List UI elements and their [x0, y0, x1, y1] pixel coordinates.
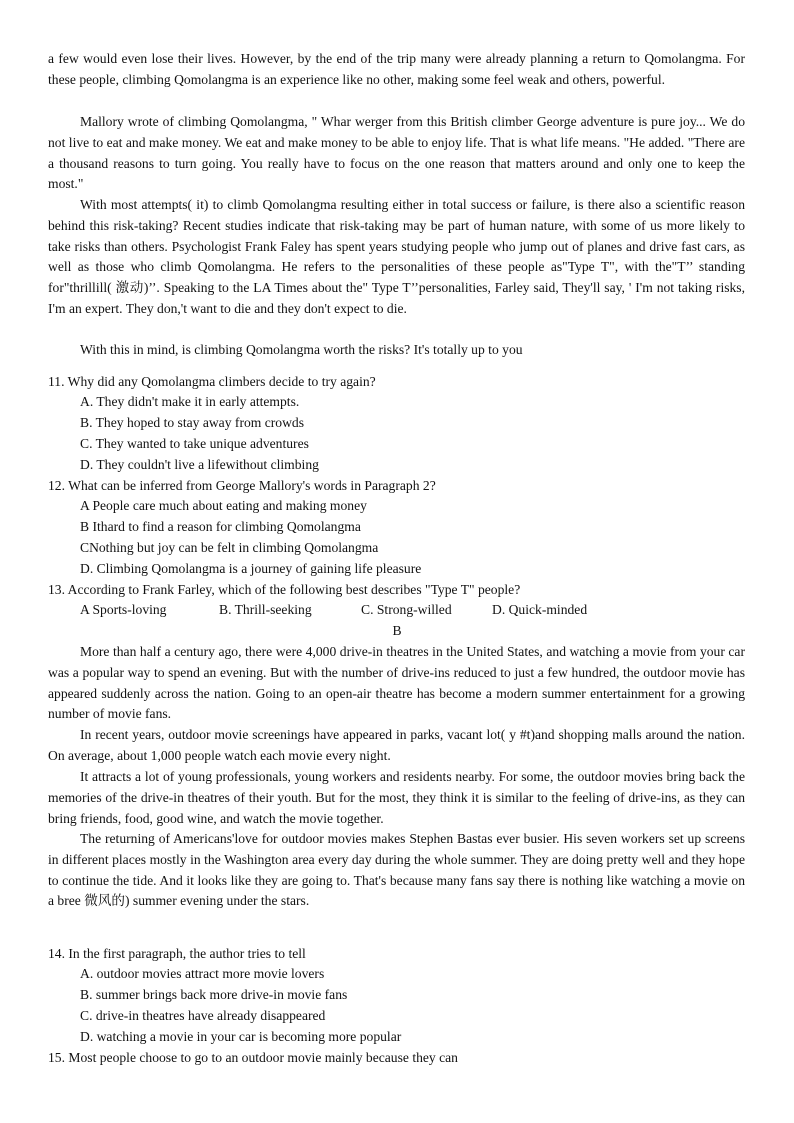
passage-b-paragraph-2: In recent years, outdoor movie screenings have appeared in parks, vacant lot( y #t)and shopping malls around the nation. On average, about 1,000 people watch each movie every night.	[48, 727, 745, 763]
passage-b-paragraph-1: More than half a century ago, there were 4,000 drive-in theatres in the United States, and watching a movie from your car was a popular way to spend an evening. But with the number of drive-ins reduced to just a few hundred, the outdoor movie has appeared suddenly across the nation. Going to an open-air theatre has become a modern summer entertainment for a growing number of movie fans.	[48, 644, 745, 722]
question-11-stem: 11. Why did any Qomolangma climbers decide to try again?	[48, 374, 376, 389]
passage-b-paragraph-4: The returning of Americans'love for outdoor movies makes Stephen Bastas ever busier. His seven workers set up screens in different places mostly in the Washington area every day during the whole summer. They are doing pretty well and they hope to continue the tide. And it looks like they are going to. That's because many fans say there is nothing like watching a movie on a bree 微风的) summer evening under the stars.	[48, 831, 745, 909]
question-12-option-a: A People care much about eating and making money	[80, 498, 367, 513]
question-14-option-d: D. watching a movie in your car is becoming more popular	[80, 1029, 402, 1044]
passage-a-paragraph-3: With most attempts( it) to climb Qomolangma resulting either in total success or failure, is there also a scientific reason behind this risk-taking? Recent studies indicate that risk-taking may be part of human nature, with some of us more likely to take risks than others. Psychologist Frank Faley has spent years studying people who jump out of planes and drive fast cars, as well as those who climb Qomolangma. He refers to the personalities of these people as"Type T", with the"T’’ standing for"thrillill( 激动)’’. Speaking to the LA Times about the" Type T’’personalities, Farley said, They'll say, ' I'm not taking risks, I'm an expert. They don,'t want to die and they don't expect to die.	[48, 197, 745, 316]
question-13-option-a: A Sports-loving	[80, 602, 167, 617]
section-b-label: B	[392, 623, 402, 638]
passage-a-paragraph-4: With this in mind, is climbing Qomolangma worth the risks? It's totally up to you	[80, 342, 523, 357]
question-13-option-d: D. Quick-minded	[492, 602, 588, 617]
question-13-option-b: B. Thrill-seeking	[219, 602, 312, 617]
question-11-option-b: B. They hoped to stay away from crowds	[80, 415, 304, 430]
question-11-option-d: D. They couldn't live a lifewithout climbing	[80, 457, 319, 472]
question-15-stem: 15. Most people choose to go to an outdoor movie mainly because they can	[48, 1050, 458, 1065]
question-14-option-b: B. summer brings back more drive-in movie fans	[80, 987, 348, 1002]
question-12-option-c: CNothing but joy can be felt in climbing Qomolangma	[80, 540, 379, 555]
question-11-option-c: C. They wanted to take unique adventures	[80, 436, 309, 451]
passage-a-paragraph-2: Mallory wrote of climbing Qomolangma, " Whar werger from this British climber George adventure is pure joy... We do not live to eat and make money. We eat and make money to be able to enjoy life. That is what life means. "He added. "There are a thousand reasons to turn going. You really have to focus on the one reason that matters around and only one to keep the most."	[48, 114, 745, 192]
question-12-stem: 12. What can be inferred from George Mallory's words in Paragraph 2?	[48, 478, 436, 493]
passage-a-paragraph-1: a few would even lose their lives. However, by the end of the trip many were already planning a return to Qomolangma. For these people, climbing Qomolangma is an experience like no other, making some feel weak and others, powerful.	[48, 51, 745, 87]
question-13-option-c: C. Strong-willed	[361, 602, 452, 617]
passage-b-paragraph-3: It attracts a lot of young professionals, young workers and residents nearby. For some, the outdoor movies bring back the memories of the drive-in theatres of their youth. But for the most, they think it is similar to the feeling of drive-ins, as they can bring friends, food, good wine, and watch the movie together.	[48, 769, 745, 826]
question-12-option-d: D. Climbing Qomolangma is a journey of gaining life pleasure	[80, 561, 422, 576]
question-14-option-c: C. drive-in theatres have already disappeared	[80, 1008, 326, 1023]
question-14-option-a: A. outdoor movies attract more movie lovers	[80, 966, 325, 981]
question-13-stem: 13. According to Frank Farley, which of the following best describes "Type T" people?	[48, 582, 521, 597]
question-12-option-b: B Ithard to find a reason for climbing Qomolangma	[80, 519, 361, 534]
question-14-stem: 14. In the first paragraph, the author tries to tell	[48, 946, 306, 961]
question-11-option-a: A. They didn't make it in early attempts.	[80, 394, 300, 409]
